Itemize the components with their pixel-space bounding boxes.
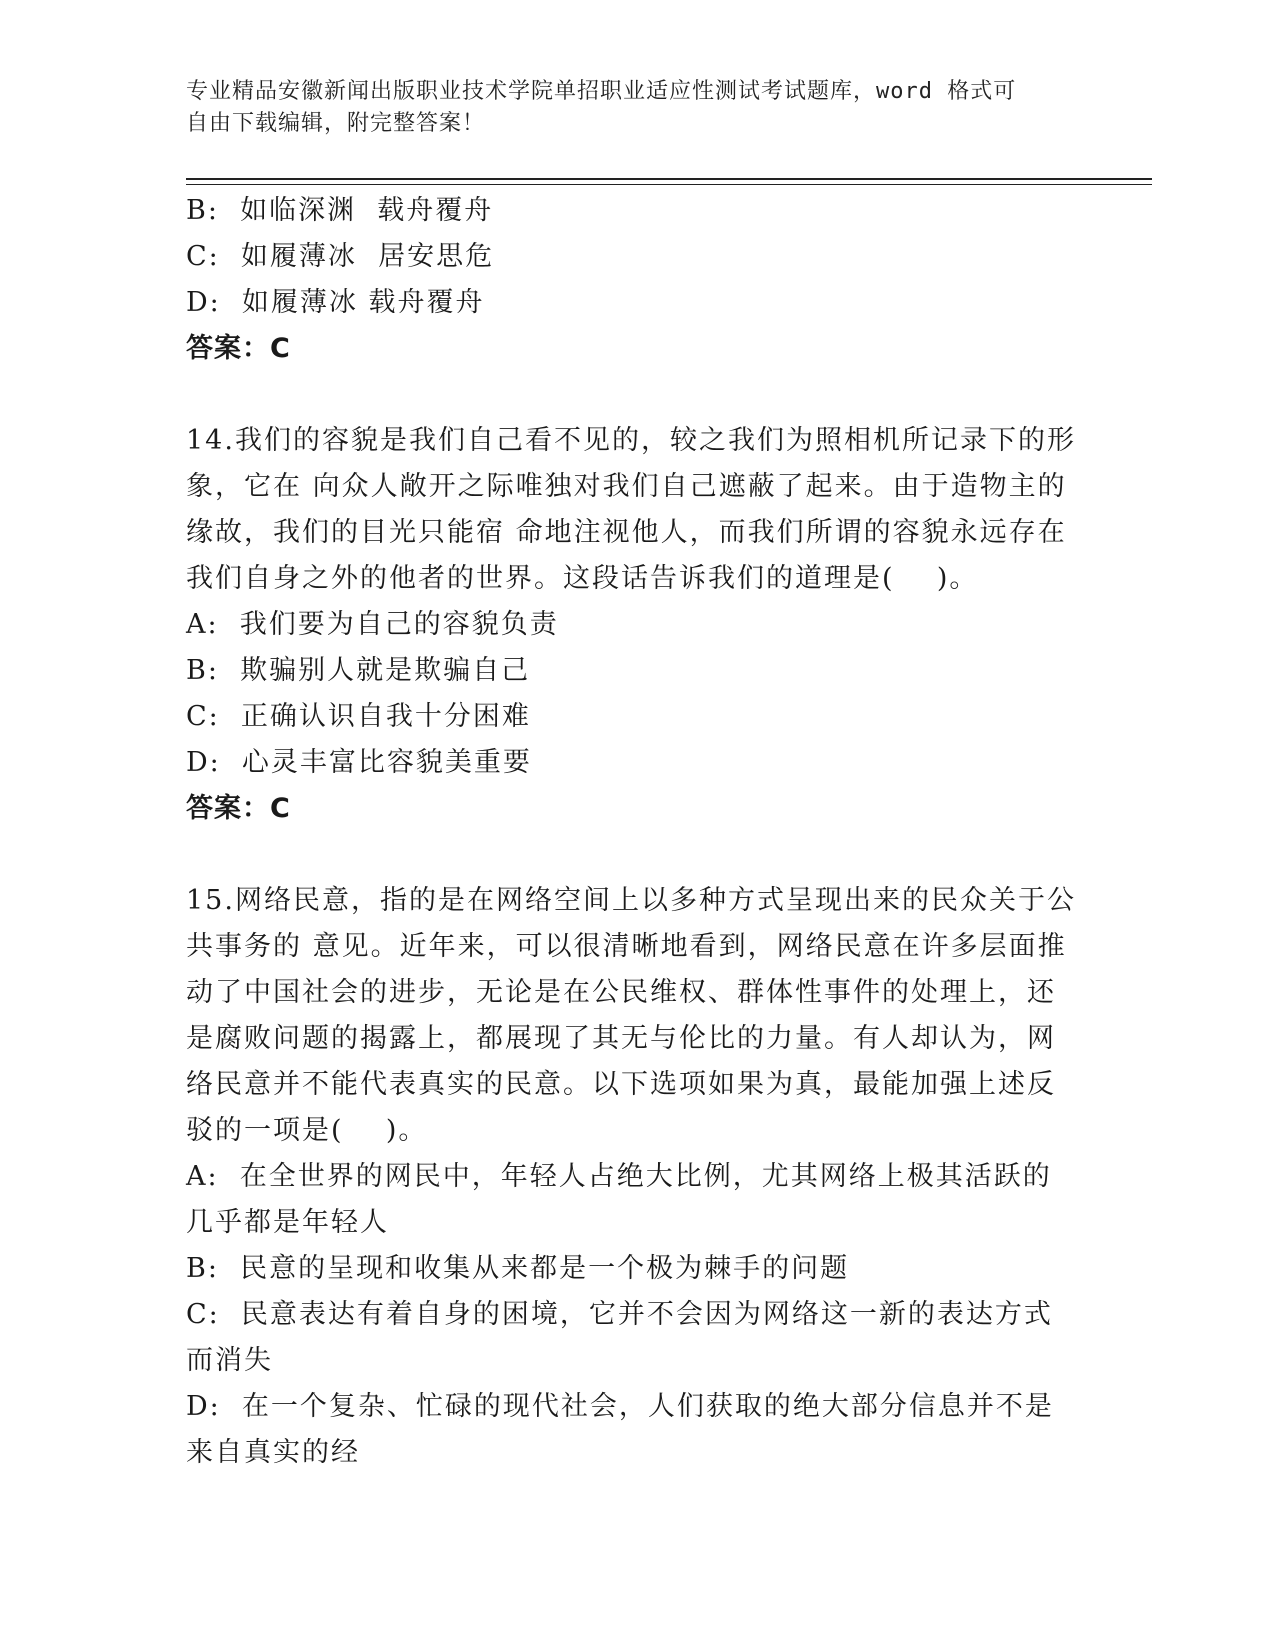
question-14-answer: 答案：C: [186, 793, 291, 824]
question-15: [186, 878, 1086, 1476]
option-b: B: 欺骗别人就是欺骗自己: [186, 655, 531, 686]
option-a: A: 在全世界的网民中，年轻人占绝大比例，尤其网络上极其活跃的: [186, 1161, 1052, 1192]
header-line-2: 自由下载编辑，附完整答案！: [186, 111, 486, 136]
option-a: A: 我们要为自己的容貌负责: [186, 609, 559, 640]
question-stem-line: 14.我们的容貌是我们自己看不见的，较之我们为照相机所记录下的形: [186, 425, 1076, 456]
question-stem-line: 驳的一项是( )。: [186, 1115, 428, 1146]
question-14: [186, 418, 1086, 832]
page-header: [186, 76, 1086, 140]
question-13-options: [186, 188, 1086, 326]
option-c: C: 民意表达有着自身的困境，它并不会因为网络这一新的表达方式: [186, 1299, 1053, 1330]
option-d: D: 如履薄冰 载舟覆舟: [186, 287, 485, 318]
header-line-1: 专业精品安徽新闻出版职业技术学院单招职业适应性测试考试题库，word 格式可: [186, 79, 1017, 104]
option-d: D: 在一个复杂、忙碌的现代社会，人们获取的绝大部分信息并不是: [186, 1391, 1054, 1422]
option-c: C: 正确认识自我十分困难: [186, 701, 531, 732]
option-b: B: 如临深渊 载舟覆舟: [186, 195, 494, 226]
question-stem-line: 共事务的 意见。近年来，可以很清晰地看到，网络民意在许多层面推: [186, 931, 1067, 962]
header-rule-thin: [186, 184, 1152, 185]
option-b: B: 民意的呈现和收集从来都是一个极为棘手的问题: [186, 1253, 850, 1284]
question-stem-line: 象，它在 向众人敞开之际唯独对我们自己遮蔽了起来。由于造物主的: [186, 471, 1067, 502]
question-stem-line: 缘故，我们的目光只能宿 命地注视他人，而我们所谓的容貌永远存在: [186, 517, 1067, 548]
option-d-continued: 来自真实的经: [186, 1437, 360, 1468]
question-stem-line: 15.网络民意，指的是在网络空间上以多种方式呈现出来的民众关于公: [186, 885, 1076, 916]
option-c-continued: 而消失: [186, 1345, 273, 1376]
document-body: [186, 188, 1086, 1476]
header-rule-thick: [186, 178, 1152, 180]
question-stem-line: 是腐败问题的揭露上，都展现了其无与伦比的力量。有人却认为，网: [186, 1023, 1056, 1054]
question-stem-line: 动了中国社会的进步，无论是在公民维权、群体性事件的处理上，还: [186, 977, 1056, 1008]
question-stem-line: 我们自身之外的他者的世界。这段话告诉我们的道理是( )。: [186, 563, 979, 594]
spacer: [186, 372, 1086, 418]
option-c: C: 如履薄冰 居安思危: [186, 241, 495, 272]
spacer: [186, 832, 1086, 878]
option-d: D: 心灵丰富比容貌美重要: [186, 747, 532, 778]
question-13-answer: 答案：C: [186, 333, 291, 364]
question-stem-line: 络民意并不能代表真实的民意。以下选项如果为真，最能加强上述反: [186, 1069, 1056, 1100]
option-a-continued: 几乎都是年轻人: [186, 1207, 389, 1238]
